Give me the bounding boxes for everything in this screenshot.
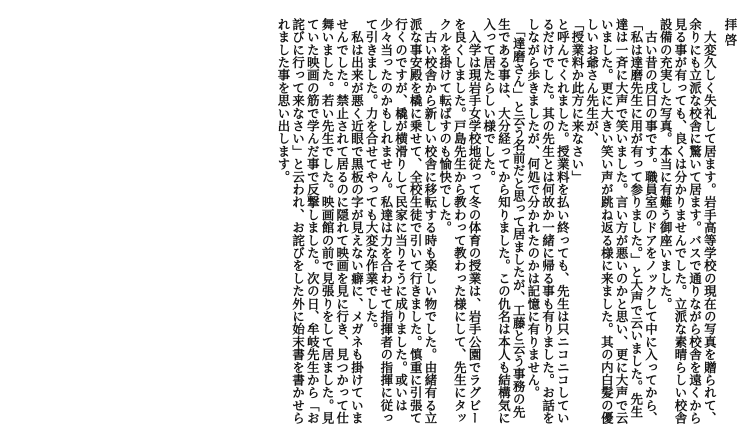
paragraph-school-move: 古い校舎から新しい校舎に移転する時も楽しい物でした。由緒有る立派な事安殿を橇に乗せて、全校生徒で引いて行きました。慎重に引張て行くのですが、橇が横滑りして民家に当りそうに成りました。或いは少々当ったのかもしれません。私達は力を合わせて指揮者の指揮に従って引きました。力を合せてやっても大変な作業でした。 xyxy=(364,18,438,425)
paragraph-school-photo: 大変久しく失礼して居ます。岩手高等学校の現在の写真を贈られて、余りにも立派な校舎に驚いて居ます。バスで通りながら校舎を遠くから見る事が有っても、良くは分かりませんでした。立派な素晴らしい校舎設備の充実した写真。本当に有難う御座いました。 xyxy=(658,18,718,425)
salutation: 拝啓 xyxy=(723,18,738,49)
paragraph-quote-tuition: 「授業料か此方に来なさい」 xyxy=(569,18,585,184)
letter-body xyxy=(275,18,737,426)
paragraph-rugby: 入学は現岩手女学校地従って冬の体育の授業は、岩手公園でラグビーを良くしました。戸島先生から教わって教わった様にして、先生にタックルを掛けて転ばすのも愉快でした。 xyxy=(437,18,483,425)
paragraph-movie-incident: 私は出来が悪く近眼で黒板の字が見えない癖に、メガネも掛けていませんでした。禁止されて居るのに隠れて映画を見に行き、見つかって仕舞いました。若い先生でした。映画館の前で見張りをして居ました。見ていた映画の筋で学んだ事で反撃しました。次の日、牟岐先生から「お詫びに行って来なさい」と云われ、お詫びをした外に始末書を書かせられました事を思い出します。 xyxy=(275,18,365,425)
paragraph-walking-home: と呼んでくれました。授業料を払い終っても、先生は只ニコニコしているだけでした。其の先生とは何故か一緒に帰る事も有りました。お話をしながら歩きましたが、何処で分かれたのかは記憶に有りません。 xyxy=(525,18,571,425)
paragraph-nickname: 「達磨さん」と云う名前だと思って居ましたが、工藤と云う事務の先生である事は、大分経ってから知りました。この仇名は本人も結構気に入って居たらしい様でした。 xyxy=(481,18,527,425)
paragraph-staff-room: 古い昔の戌日の事です。職員室のドアをノックして中に入ってから、「私は達磨先生に用が有って参りました。」と大声で云いました。先生達は一斉に大声で笑いました。言い方が悪いのかと思い、更に大声で云いました。更に大きい笑い声が跳ね返る様に来ました。其の内白髪の優しいお爺さん先生が、 xyxy=(584,18,659,425)
